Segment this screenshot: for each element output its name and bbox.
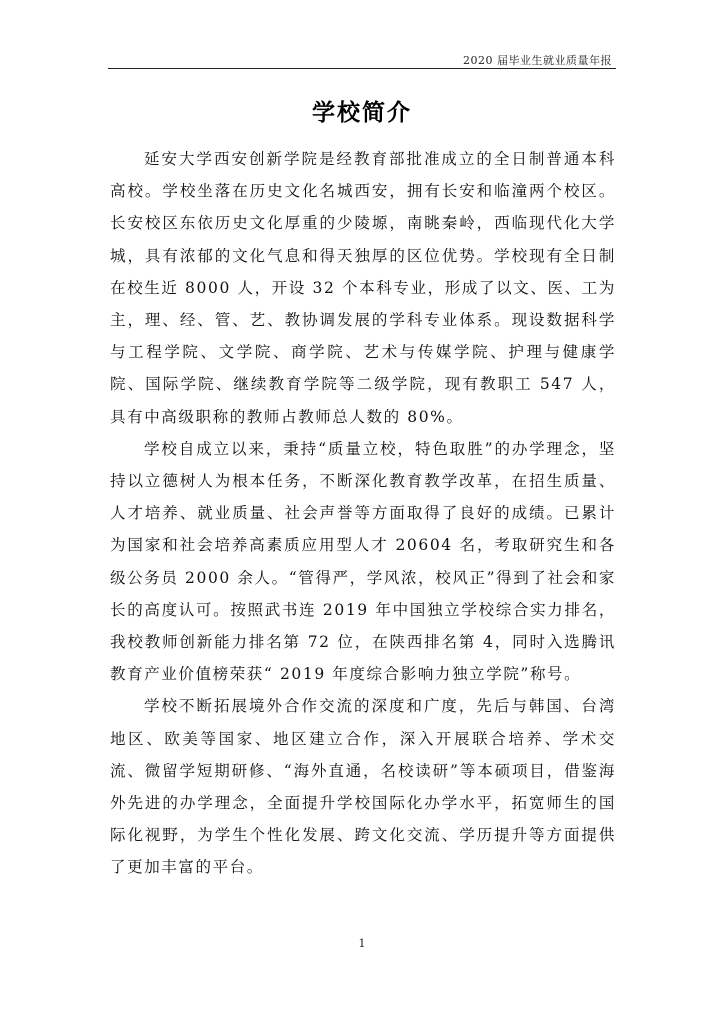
paragraph-international-cooperation: 学校不断拓展境外合作交流的深度和广度，先后与韩国、台湾地区、欧美等国家、地区建立合作，深入开展联合培养、学术交流、微留学短期研修、“海外直通，名校读研”等本硕项目，借鉴海外先进的办学理念，全面提升学校国际化办学水平，拓宽师生的国际化视野，为学生个性化发展、跨文化交流、学历提升等方面提供了更加丰富的平台。: [110, 697, 616, 877]
paragraph-school-overview: 延安大学西安创新学院是经教育部批准成立的全日制普通本科高校。学校坐落在历史文化名城西安，拥有长安和临潼两个校区。长安校区东依历史文化厚重的少陵塬，南眺秦岭，西临现代化大学城，具有浓郁的文化气息和得天独厚的区位优势。学校现有全日制在校生近 8000 人，开设 32 个本科专业，形成了以文、医、工为主，理、经、管、艺、教协调发展的学科专业体系。现设数据科学与工程学院、文学院、商学院、艺术与传媒学院、护理与健康学院、国际学院、继续教育学院等二级学院，现有教职工 547 人，具有中高级职称的教师占教师总人数的 80%。: [110, 150, 616, 426]
page-title: 学校简介: [312, 100, 412, 126]
running-header: 2020 届毕业生就业质量年报: [463, 54, 612, 67]
document-body: [110, 143, 616, 884]
header-divider: [108, 68, 616, 69]
paragraph-achievements: 学校自成立以来，秉持“质量立校，特色取胜”的办学理念，坚持以立德树人为根本任务，不断深化教育教学改革，在招生质量、人才培养、就业质量、社会声誉等方面取得了良好的成绩。已累计为国家和社会培养高素质应用型人才 20604 名，考取研究生和各级公务员 2000 余人。“管得严，学风浓，校风正”得到了社会和家长的高度认可。按照武书连 2019 年中国独立学校综合实力排名，我校教师创新能力排名第 72 位，在陕西排名第 4，同时入选腾讯教育产业价值榜荣获“ 2019 年度综合影响力独立学院”称号。: [110, 439, 616, 684]
page-number: 1: [358, 937, 366, 950]
